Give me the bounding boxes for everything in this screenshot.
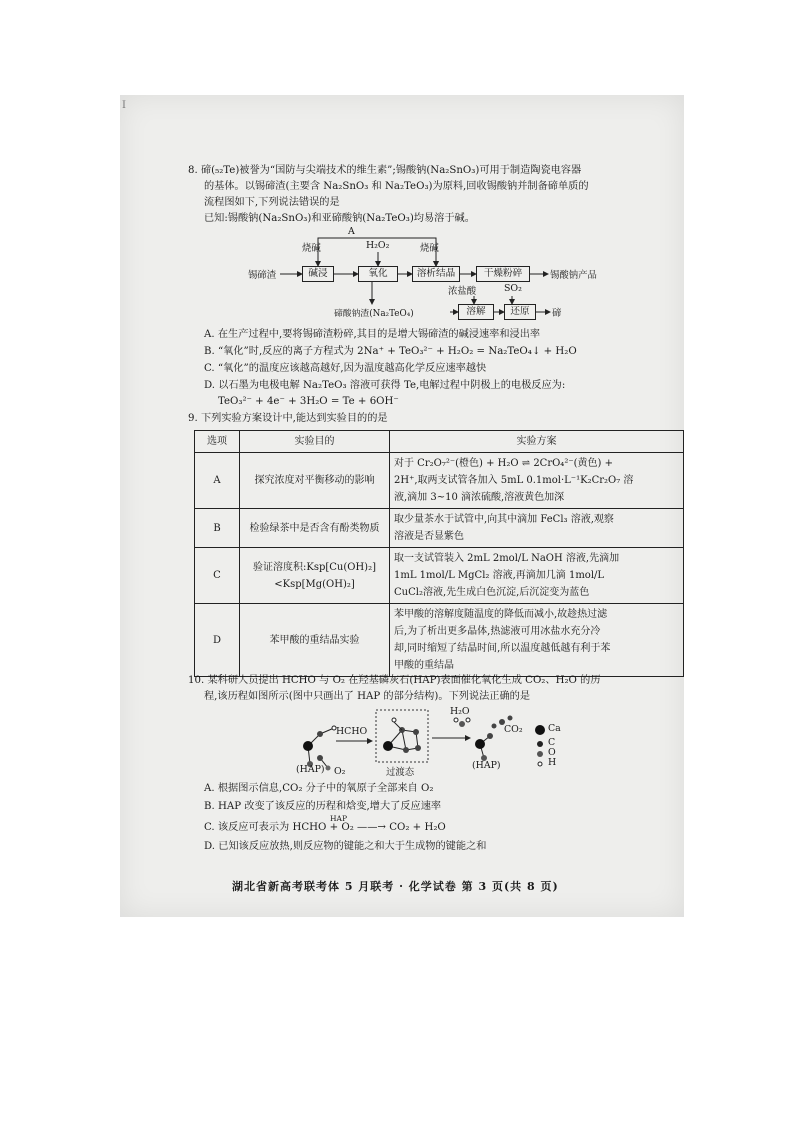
flow-box-dry-crush: 干燥粉碎: [476, 266, 530, 282]
plan-line: 甲酸的重结晶: [394, 660, 454, 671]
q10-option-c-catalyst: HAP: [330, 814, 348, 823]
row-plan: [390, 604, 684, 677]
fig-hap-left: (HAP): [296, 764, 325, 775]
row-option: B: [195, 509, 240, 548]
q8-option-d: D. 以石墨为电极电解 Na₂TeO₃ 溶液可获得 Te,电解过程中阴极上的电极反应为:: [204, 380, 566, 391]
q8-option-a: A. 在生产过程中,要将锡碲渣粉碎,其目的是增大锡碲渣的碱浸速率和浸出率: [204, 329, 541, 340]
table-header-row: [195, 431, 684, 453]
fig-co2: CO₂: [504, 724, 523, 735]
legend-c: C: [548, 737, 556, 748]
header-purpose: 实验目的: [240, 431, 390, 453]
header-plan: 实验方案: [390, 431, 684, 453]
table-row: [195, 453, 684, 509]
row-plan: [390, 548, 684, 604]
q10-option-c: C. 该反应可表示为 HCHO + O₂ ——→ CO₂ + H₂O: [204, 822, 446, 833]
q8-line3: 流程图如下,下列说法错误的是: [204, 197, 340, 208]
flow-box-dissolve: 溶解: [458, 304, 494, 320]
page-mark: I: [122, 100, 126, 111]
flow-end: 碲: [552, 308, 562, 319]
row-purpose: 苯甲酸的重结晶实验: [240, 604, 390, 677]
fig-hap-right: (HAP): [472, 760, 501, 771]
flow-so2: SO₂: [504, 283, 522, 294]
q8-option-b: B. “氧化”时,反应的离子方程式为 2Na⁺ + TeO₃²⁻ + H₂O₂ = Na₂TeO₄↓ + H₂O: [204, 346, 577, 357]
plan-line: 2H⁺,取两支试管各加入 5mL 0.1mol·L⁻¹K₂Cr₂O₇ 溶: [394, 475, 634, 486]
plan-line: 液,滴加 3~10 滴浓硫酸,溶液黄色加深: [394, 492, 565, 503]
plan-line: 取少量茶水于试管中,向其中滴加 FeCl₃ 溶液,观察: [394, 514, 614, 525]
flow-product: 锡酸钠产品: [550, 270, 597, 281]
plan-line: 却,同时缩短了结晶时间,所以温度越低越有利于苯: [394, 643, 611, 654]
plan-line: 取一支试管装入 2mL 2mol/L NaOH 溶液,先滴加: [394, 553, 620, 564]
flow-box-oxidize: 氧化: [358, 266, 398, 282]
row-plan: [390, 509, 684, 548]
flow-box-crystallize: 溶析结晶: [412, 266, 460, 282]
plan-line: CuCl₂溶液,先生成白色沉淀,后沉淀变为蓝色: [394, 587, 590, 598]
fig-transition-state: 过渡态: [386, 767, 415, 778]
legend-o: O: [548, 747, 556, 758]
q10-line2: 程,该历程如图所示(图中只画出了 HAP 的部分结构)。下列说法正确的是: [204, 691, 531, 702]
plan-line: 1mL 1mol/L MgCl₂ 溶液,再滴加几滴 1mol/L: [394, 570, 605, 581]
flow-reagent-caustic-2: 烧碱: [420, 243, 439, 254]
flow-acid: 浓盐酸: [448, 286, 477, 297]
q8-line2: 的基体。以锡碲渣(主要含 Na₂SnO₃ 和 Na₂TeO₃)为原料,回收锡酸钠并制备碲单质的: [204, 181, 589, 192]
plan-line: 苯甲酸的溶解度随温度的降低而减小,故趁热过滤: [394, 609, 608, 620]
flow-reagent-h2o2: H₂O₂: [366, 240, 390, 251]
row-purpose: 验证溶度积:Ksp[Cu(OH)₂] <Ksp[Mg(OH)₂]: [240, 548, 390, 604]
table-row: [195, 604, 684, 677]
flow-reagent-caustic-1: 烧碱: [302, 243, 321, 254]
q8-line4: 已知:锡酸钠(Na₂SnO₃)和亚碲酸钠(Na₂TeO₃)均易溶于碱。: [204, 213, 475, 224]
plan-line: 后,为了析出更多晶体,热滤液可用冰盐水充分冷: [394, 626, 601, 637]
legend-ca: Ca: [548, 723, 561, 734]
q9-table: [194, 430, 684, 677]
row-purpose: 检验绿茶中是否含有酚类物质: [240, 509, 390, 548]
row-purpose: 探究浓度对平衡移动的影响: [240, 453, 390, 509]
row-option: C: [195, 548, 240, 604]
q8-option-c: C. “氧化”的温度应该越高越好,因为温度越高化学反应速率越快: [204, 363, 487, 374]
fig-hcho: HCHO: [336, 726, 368, 737]
q10-option-b: B. HAP 改变了该反应的历程和焓变,增大了反应速率: [204, 801, 442, 812]
table-row: [195, 509, 684, 548]
q9-stem: 9. 下列实验方案设计中,能达到实验目的的是: [188, 413, 388, 424]
q8-line1: 8. 碲(₅₂Te)被誉为“国防与尖端技术的维生素”;锡酸钠(Na₂SnO₃)可用于制造陶瓷电容器: [188, 165, 582, 176]
flow-label-a: A: [348, 226, 355, 237]
page-footer: 湖北省新高考联考体 5 月联考 · 化学试卷 第 3 页(共 8 页): [232, 880, 559, 893]
plan-line: 溶液是否显紫色: [394, 531, 464, 542]
q10-mechanism-figure: [290, 706, 590, 778]
flow-start: 锡碲渣: [248, 270, 277, 281]
row-plan: [390, 453, 684, 509]
legend-h: H: [548, 757, 557, 768]
q10-line1: 10. 某科研人员提出 HCHO 与 O₂ 在羟基磷灰石(HAP)表面催化氧化生成 CO₂、H₂O 的历: [188, 675, 601, 686]
flow-tellurate-residue: 碲酸钠渣(Na₂TeO₄): [334, 309, 414, 319]
fig-o2: O₂: [334, 766, 346, 777]
table-row: [195, 548, 684, 604]
header-option: 选项: [195, 431, 240, 453]
row-option: A: [195, 453, 240, 509]
plan-line: 对于 Cr₂O₇²⁻(橙色) + H₂O ⇌ 2CrO₄²⁻(黄色) +: [394, 458, 613, 469]
q10-option-a: A. 根据图示信息,CO₂ 分子中的氧原子全部来自 O₂: [204, 783, 434, 794]
flow-box-reduce: 还原: [504, 304, 536, 320]
q10-option-d: D. 已知该反应放热,则反应物的键能之和大于生成物的键能之和: [204, 841, 487, 852]
fig-h2o: H₂O: [450, 706, 470, 717]
flow-box-leach: 碱浸: [302, 266, 334, 282]
flow-chart: [248, 226, 618, 326]
row-option: D: [195, 604, 240, 677]
q8-option-d-equation: TeO₃²⁻ + 4e⁻ + 3H₂O = Te + 6OH⁻: [218, 396, 399, 407]
